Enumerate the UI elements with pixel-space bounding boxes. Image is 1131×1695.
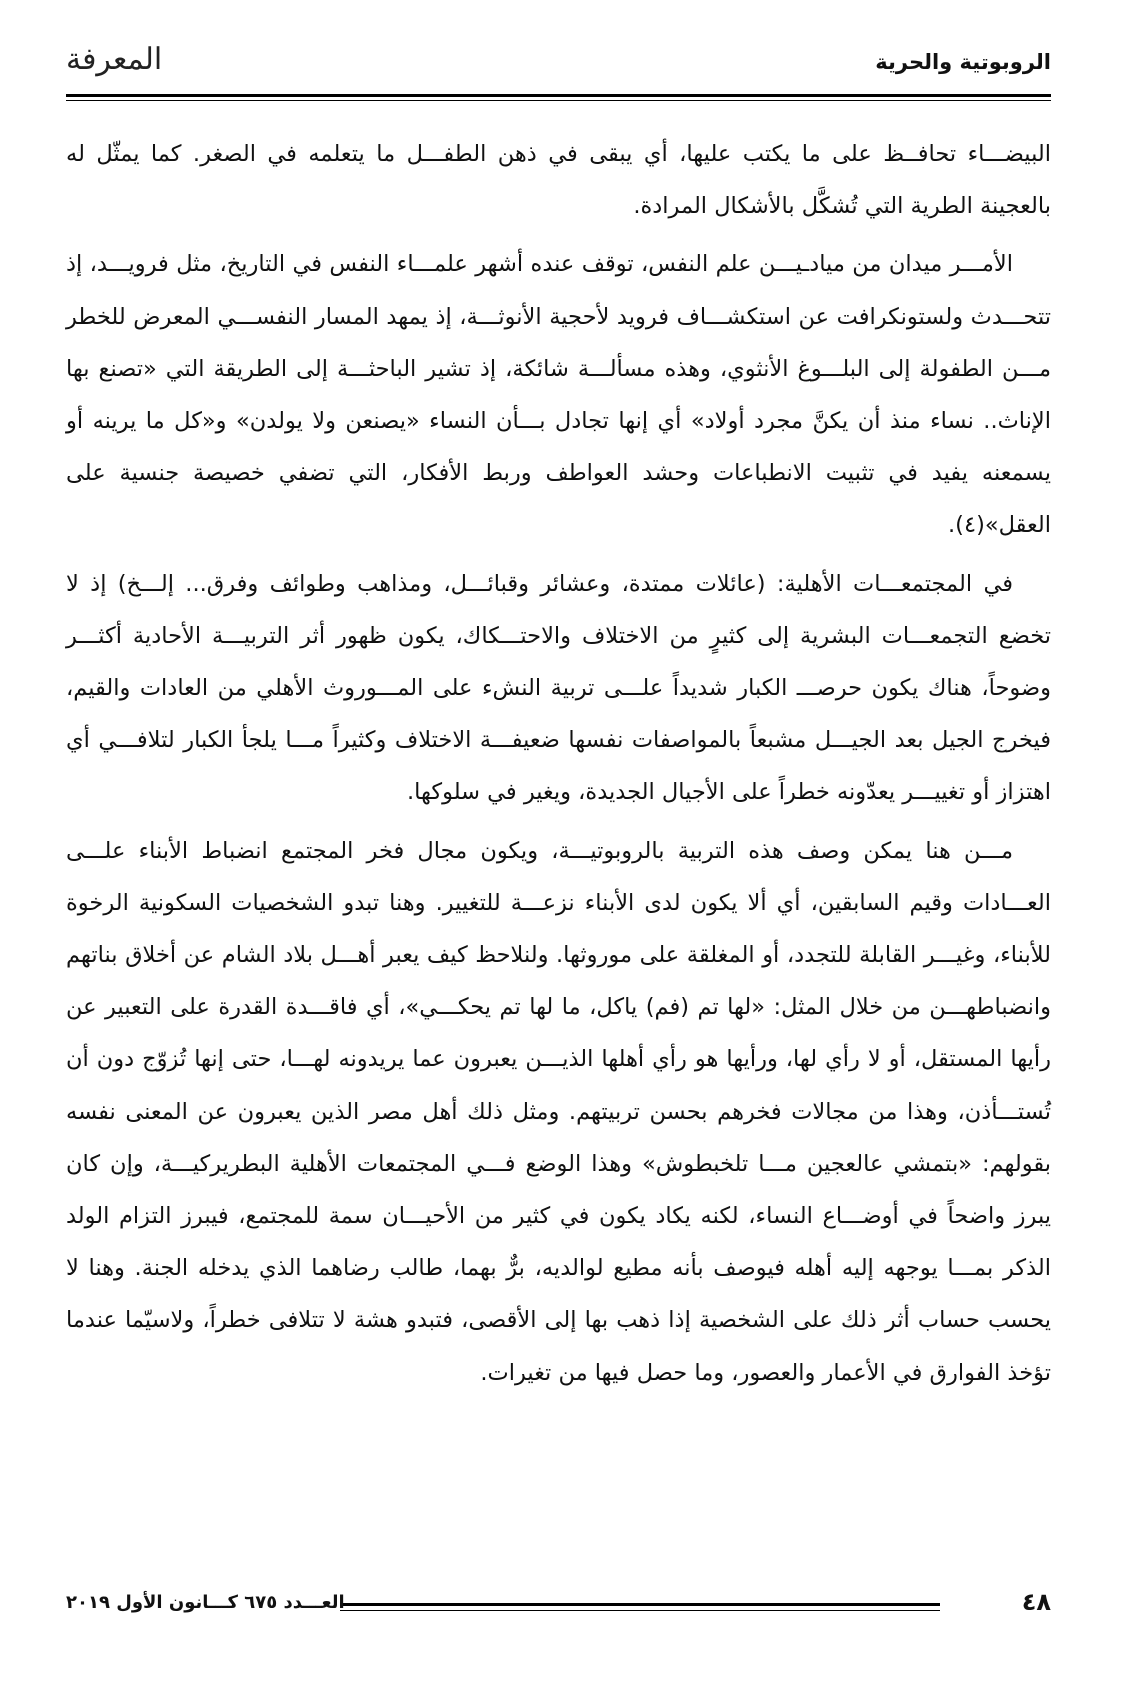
page-footer: [66, 1588, 1051, 1628]
running-title: الروبوتية والحرية: [875, 50, 1051, 74]
paragraph: البيضـــاء تحافــظ على ما يكتب عليها، أي يبقى في ذهن الطفـــل ما يتعلمه في الصغر. كما يمثّل له بالعجينة الطرية التي تُشكَّل بالأشكال المرادة.: [66, 141, 1051, 220]
paragraph: الأمـــر ميدان من ميادـيـــن علم النفس، توقف عنده أشهر علمـــاء النفس في التاريخ، مثل فرويـــد، إذ تتحـــدث ولستونكرافت عن استكشـــاف فرويد لأحجية الأنوثـــة، إذ يمهد المسار النفســـي المعرض للخطر مـــن الطفولة إلى البلـــوغ الأنثوي، وهذه مسألـــة شائكة، إذ تشير الباحثـــة إلى الطريقة التي «تصنع بها الإناث.. نساء منذ أن يكنَّ مجرد أولاد» أي إنها تجادل بـــأن النساء «يصنعن ولا يولدن» و«كل ما يرينه أو يسمعنه يفيد في تثبيت الانطباعات وحشد العواطف وربط الأفكار، التي تضفي خصيصة جنسية على العقل»(٤).: [66, 251, 1051, 539]
paragraph: في المجتمعـــات الأهلية: (عائلات ممتدة، وعشائر وقبائـــل، ومذاهب وطوائف وفرق... إلـــخ) إذ لا تخضع التجمعـــات البشرية إلى كثيرٍ من الاختلاف والاحتـــكاك، يكون ظهور أثر التربيـــة الأحادية أكثـــر وضوحاً، هناك يكون حرصـــ الكبار شديداً علـــى تربية النشء على المـــوروث الأهلي من العادات والقيم، فيخرج الجيل بعد الجيـــل مشبعاً بالمواصفات نفسها ضعيفـــة الاختلاف وكثيراً مـــا يلجأ الكبار لتلافـــي أي اهتزاز أو تغييـــر يعدّونه خطراً على الأجيال الجديدة، ويغير في سلوكها.: [66, 570, 1051, 806]
article-body: [66, 128, 1051, 1405]
paragraph: مـــن هنا يمكن وصف هذه التربية بالروبوتيـــة، ويكون مجال فخر المجتمع انضباط الأبناء علـــى العـــادات وقيم السابقين، أي ألا يكون لدى الأبناء نزعـــة للتغيير. وهنا تبدو الشخصيات السكونية الرخوة للأبناء، وغيـــر القابلة للتجدد، أو المغلقة على موروثها. ولنلاحظ كيف يعبر أهـــل بلاد الشام عن أخلاق بناتهم وانضباطهـــن من خلال المثل: «لها تم (فم) ياكل، ما لها تم يحكـــي»، أي فاقـــدة القدرة على التعبير عن رأيها المستقل، أو لا رأي لها، ورأيها هو رأي أهلها الذيـــن يعبرون عما يريدونه لهـــا، حتى إنها تُزوّج دون أن تُستـــأذن، وهذا من مجالات فخرهم بحسن تربيتهم. ومثل ذلك أهل مصر الذين يعبرون عن المعنى نفسه بقولهم: «بتمشي عالعجين مـــا تلخبطوش» وهذا الوضع فـــي المجتمعات الأهلية البطريركيـــة، وإن كان يبرز واضحاً في أوضـــاع النساء، لكنه يكاد يكون في كثير من الأحيـــان سمة للمجتمع، فيبرز التزام الولد الذكر بمـــا يوجهه إليه أهله فيوصف بأنه مطيع لوالديه، برٌّ بهما، طالب رضاهما الذي يدخله الجنة. وهنا لا يحسب حساب أثر ذلك على الشخصية إذا ذهب بها إلى الأقصى، فتبدو هشة لا تتلافى خطراً، ولاسيّما عندما تؤخذ الفوارق في الأعمار والعصور، وما حصل فيها من تغيرات.: [66, 837, 1051, 1386]
page-number: ٤٨: [1021, 1588, 1051, 1616]
page-header: [66, 32, 1051, 88]
issue-info: العـــدد ٦٧٥ كـــانون الأول ٢٠١٩: [66, 1592, 345, 1613]
header-divider-thin: [66, 100, 1051, 101]
header-divider: [66, 94, 1051, 97]
journal-logo: المعرفة: [66, 42, 163, 77]
